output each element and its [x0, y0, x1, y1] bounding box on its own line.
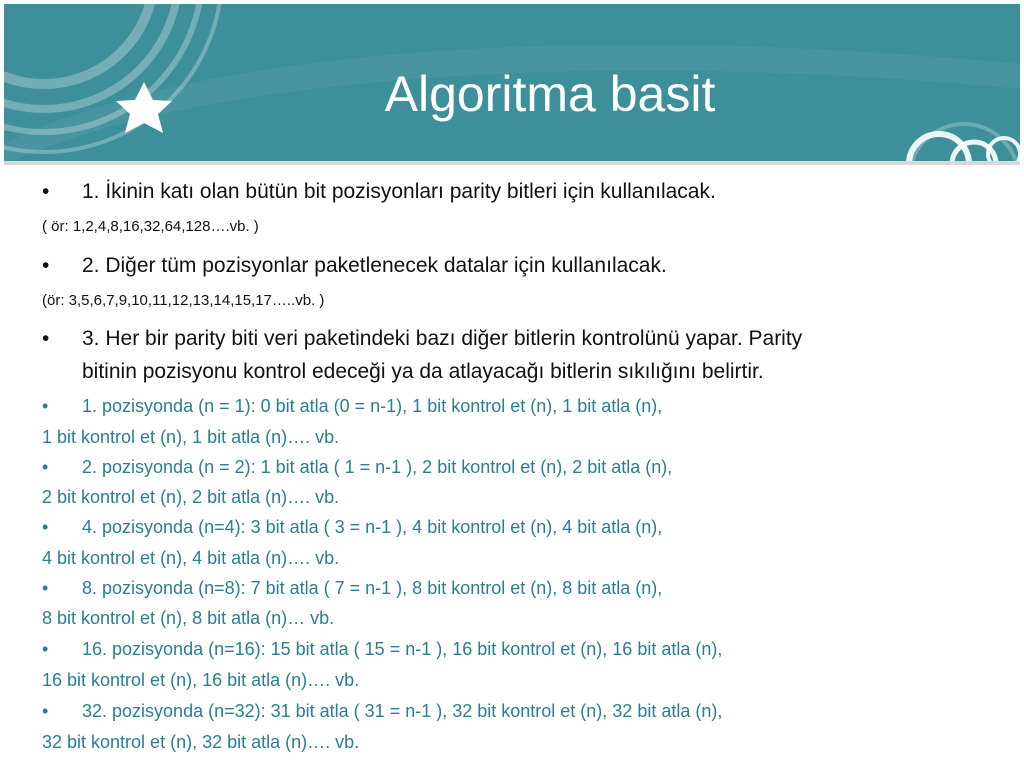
bullet-marker: •: [42, 180, 50, 203]
bullet-marker: •: [42, 457, 49, 477]
bullet-marker: •: [42, 396, 49, 416]
position-32-line1: 32. pozisyonda (n=32): 31 bit atla ( 31 = n-1 ), 32 bit kontrol et (n), 32 bit atla (n),: [82, 701, 723, 721]
position-4-line1: 4. pozisyonda (n=4): 3 bit atla ( 3 = n-1 ), 4 bit kontrol et (n), 4 bit atla (n),: [82, 517, 663, 537]
position-32-line2: 32 bit kontrol et (n), 32 bit atla (n)…. vb.: [42, 732, 360, 752]
bullet-item-3-line2: bitinin pozisyonu kontrol edeceği ya da atlayacağı bitlerin sıkılığını belirtir.: [82, 360, 764, 383]
bullet-marker: •: [42, 327, 50, 350]
bullet-marker: •: [42, 517, 49, 537]
position-8-line1: 8. pozisyonda (n=8): 7 bit atla ( 7 = n-1 ), 8 bit kontrol et (n), 8 bit atla (n),: [82, 578, 663, 598]
position-1-line2: 1 bit kontrol et (n), 1 bit atla (n)…. vb.: [42, 427, 340, 447]
slide-title: Algoritma basit: [384, 66, 716, 122]
example-parity-positions: ( ör: 1,2,4,8,16,32,64,128….vb. ): [42, 218, 259, 235]
position-4-line2: 4 bit kontrol et (n), 4 bit atla (n)…. vb.: [42, 548, 340, 568]
bullet-item-2: 2. Diğer tüm pozisyonlar paketlenecek datalar için kullanılacak.: [82, 254, 667, 277]
bullet-item-3-line1: 3. Her bir parity biti veri paketindeki bazı diğer bitlerin kontrolünü yapar. Parity: [82, 327, 803, 350]
bullet-marker: •: [42, 639, 49, 659]
position-16-line2: 16 bit kontrol et (n), 16 bit atla (n)…. vb.: [42, 670, 360, 690]
bullet-marker: •: [42, 578, 49, 598]
bullet-item-1: 1. İkinin katı olan bütün bit pozisyonları parity bitleri için kullanılacak.: [82, 180, 716, 203]
bullet-marker: •: [42, 701, 49, 721]
bullet-marker: •: [42, 254, 50, 277]
example-data-positions: (ör: 3,5,6,7,9,10,11,12,13,14,15,17…..vb. ): [42, 292, 325, 309]
position-1-line1: 1. pozisyonda (n = 1): 0 bit atla (0 = n-1), 1 bit kontrol et (n), 1 bit atla (n),: [82, 396, 663, 416]
position-2-line2: 2 bit kontrol et (n), 2 bit atla (n)…. vb.: [42, 487, 340, 507]
position-2-line1: 2. pozisyonda (n = 2): 1 bit atla ( 1 = n-1 ), 2 bit kontrol et (n), 2 bit atla (n),: [82, 457, 673, 477]
position-16-line1: 16. pozisyonda (n=16): 15 bit atla ( 15 = n-1 ), 16 bit kontrol et (n), 16 bit atla (n),: [82, 639, 723, 659]
position-8-line2: 8 bit kontrol et (n), 8 bit atla (n)… vb.: [42, 608, 335, 628]
